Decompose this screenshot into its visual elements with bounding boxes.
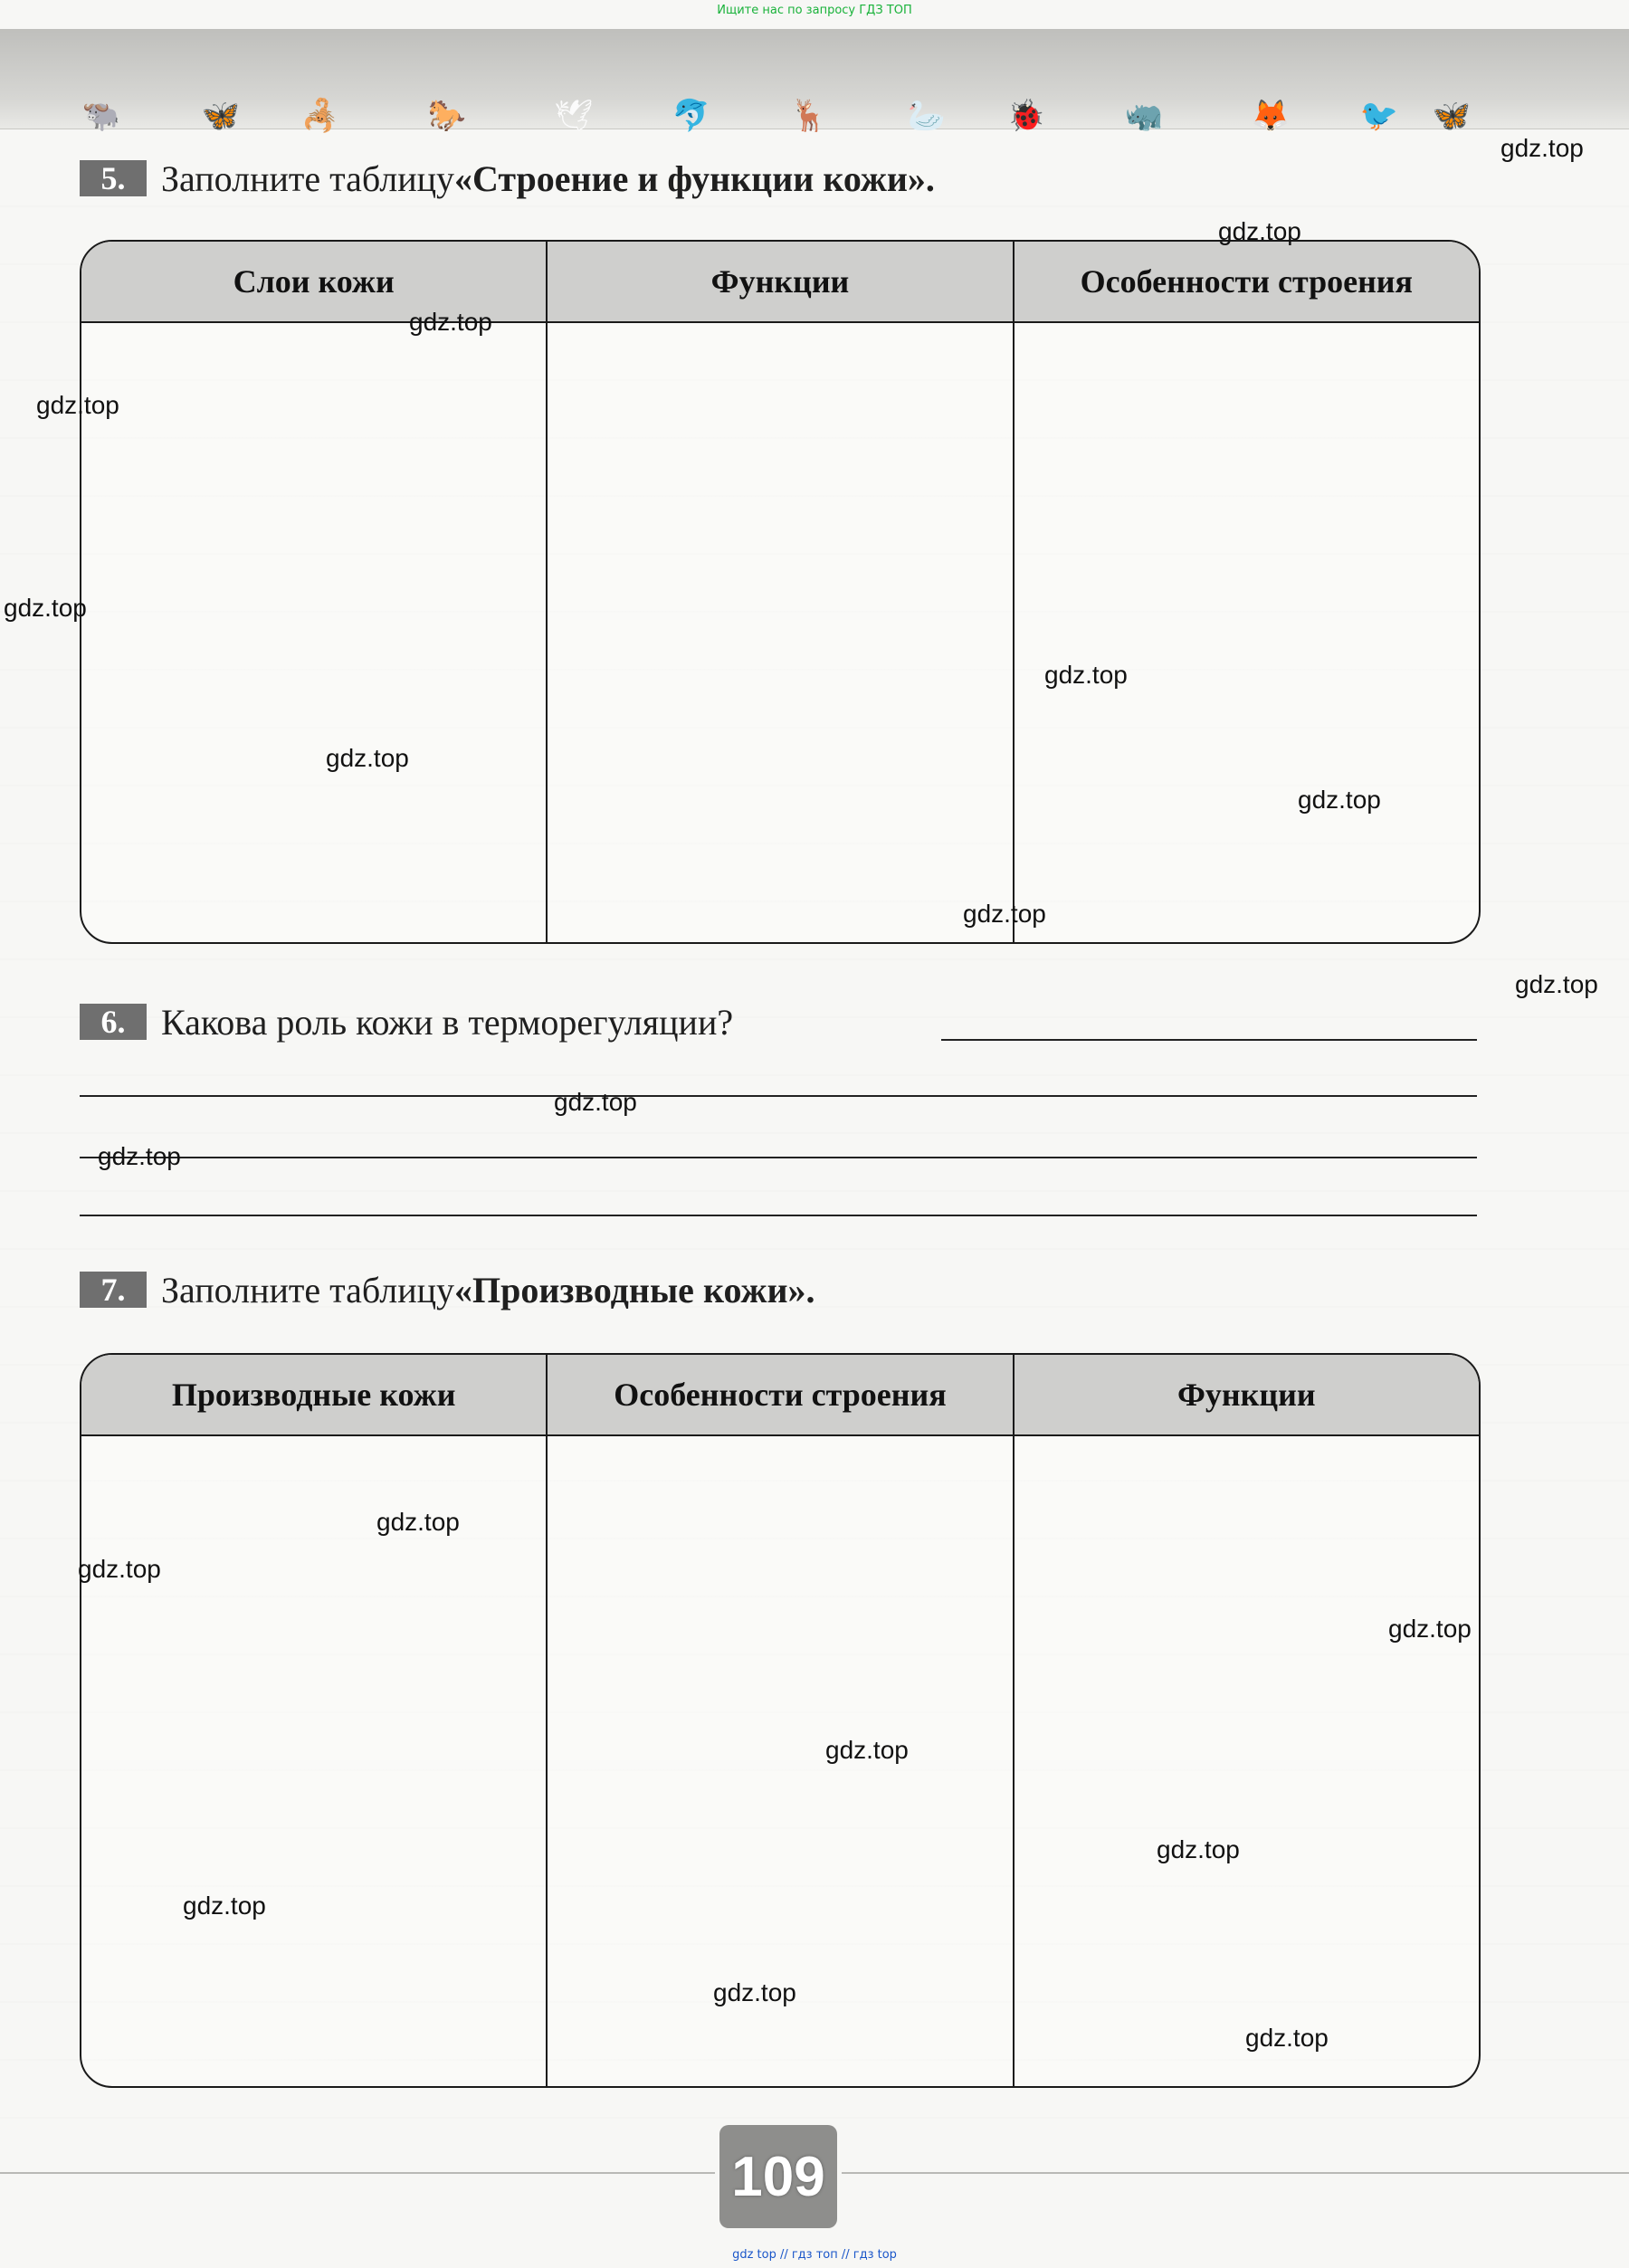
ostrich-icon: 🐦 (1359, 98, 1399, 134)
bird-icon: 🕊 (554, 98, 594, 134)
task5-prefix: Заполните таблицу (161, 157, 455, 199)
task5-table-body (81, 323, 1479, 944)
column-header-derivatives: Производные кожи (81, 1355, 548, 1434)
bison-icon: 🐃 (81, 98, 121, 134)
insect-icon: 🐞 (1006, 98, 1046, 134)
answer-line[interactable] (80, 1095, 1477, 1097)
answer-line[interactable] (80, 1157, 1477, 1158)
watermark: gdz.top (713, 1978, 796, 2006)
watermark: gdz.top (963, 900, 1046, 928)
task5-table-header (81, 242, 1479, 323)
answer-cell-skin-layers[interactable] (81, 323, 548, 944)
task7-table-header (81, 1355, 1479, 1436)
task7-number: 7. (80, 1272, 147, 1308)
answer-line[interactable] (80, 1215, 1477, 1216)
footer-divider (842, 2172, 1629, 2174)
watermark: gdz.top (98, 1142, 181, 1170)
watermark: gdz.top (183, 1892, 266, 1920)
column-header-structure: Особенности строения (1080, 263, 1414, 300)
page-number: 109 (719, 2125, 837, 2228)
butterfly-icon: 🦋 (201, 98, 241, 134)
column-header-functions: Функции (548, 242, 1014, 321)
answer-cell-functions[interactable] (1015, 1436, 1479, 2088)
watermark: gdz.top (326, 744, 409, 772)
column-header-functions: Функции (1177, 1377, 1316, 1413)
deer-icon: 🦌 (789, 98, 829, 134)
answer-cell-functions[interactable] (548, 323, 1014, 944)
watermark: gdz.top (1298, 786, 1381, 814)
search-hint-link[interactable]: Ищите нас по запросу ГДЗ ТОП (717, 4, 912, 17)
scorpion-icon: 🦂 (300, 98, 340, 134)
watermark: gdz.top (36, 391, 119, 419)
watermark: gdz.top (1500, 134, 1584, 162)
watermark: gdz.top (825, 1736, 909, 1764)
rhino-icon: 🦏 (1124, 98, 1164, 134)
task5-title (80, 157, 935, 199)
horse-icon: 🐎 (427, 98, 467, 134)
task5-table-name: «Строение и функции кожи». (454, 157, 935, 199)
watermark: gdz.top (554, 1088, 637, 1116)
task6-question: Какова роль кожи в терморегуляции? (161, 1001, 734, 1043)
watermark: gdz.top (376, 1508, 460, 1536)
footer-divider (0, 2172, 715, 2174)
bottom-site-link[interactable]: gdz top // гдз топ // гдз top (732, 2248, 897, 2262)
watermark: gdz.top (1245, 2024, 1329, 2052)
answer-cell-derivatives[interactable] (81, 1436, 548, 2088)
watermark: gdz.top (78, 1555, 161, 1583)
animal-banner (0, 29, 1629, 134)
task7-title (80, 1269, 815, 1310)
heron-icon: 🦢 (907, 98, 947, 134)
task6-number: 6. (80, 1004, 147, 1040)
watermark: gdz.top (1388, 1615, 1472, 1643)
answer-line[interactable] (941, 1039, 1477, 1041)
answer-cell-structure[interactable] (1015, 323, 1479, 944)
watermark: gdz.top (1157, 1835, 1240, 1863)
task5-table (80, 240, 1481, 944)
watermark: gdz.top (4, 594, 87, 622)
dolphin-icon: 🐬 (672, 98, 711, 134)
watermark: gdz.top (1515, 970, 1598, 998)
watermark: gdz.top (1218, 217, 1301, 245)
watermark: gdz.top (1044, 661, 1128, 689)
task6-title (80, 1001, 733, 1043)
moth-icon: 🦋 (1432, 98, 1472, 134)
column-header-structure: Особенности строения (548, 1355, 1014, 1434)
task5-number: 5. (80, 160, 147, 196)
task7-table-name: «Производные кожи». (454, 1269, 815, 1310)
task7-prefix: Заполните таблицу (161, 1269, 455, 1310)
fox-icon: 🦊 (1251, 98, 1291, 134)
column-header-skin-layers: Слои кожи (81, 242, 548, 321)
watermark: gdz.top (409, 308, 492, 336)
